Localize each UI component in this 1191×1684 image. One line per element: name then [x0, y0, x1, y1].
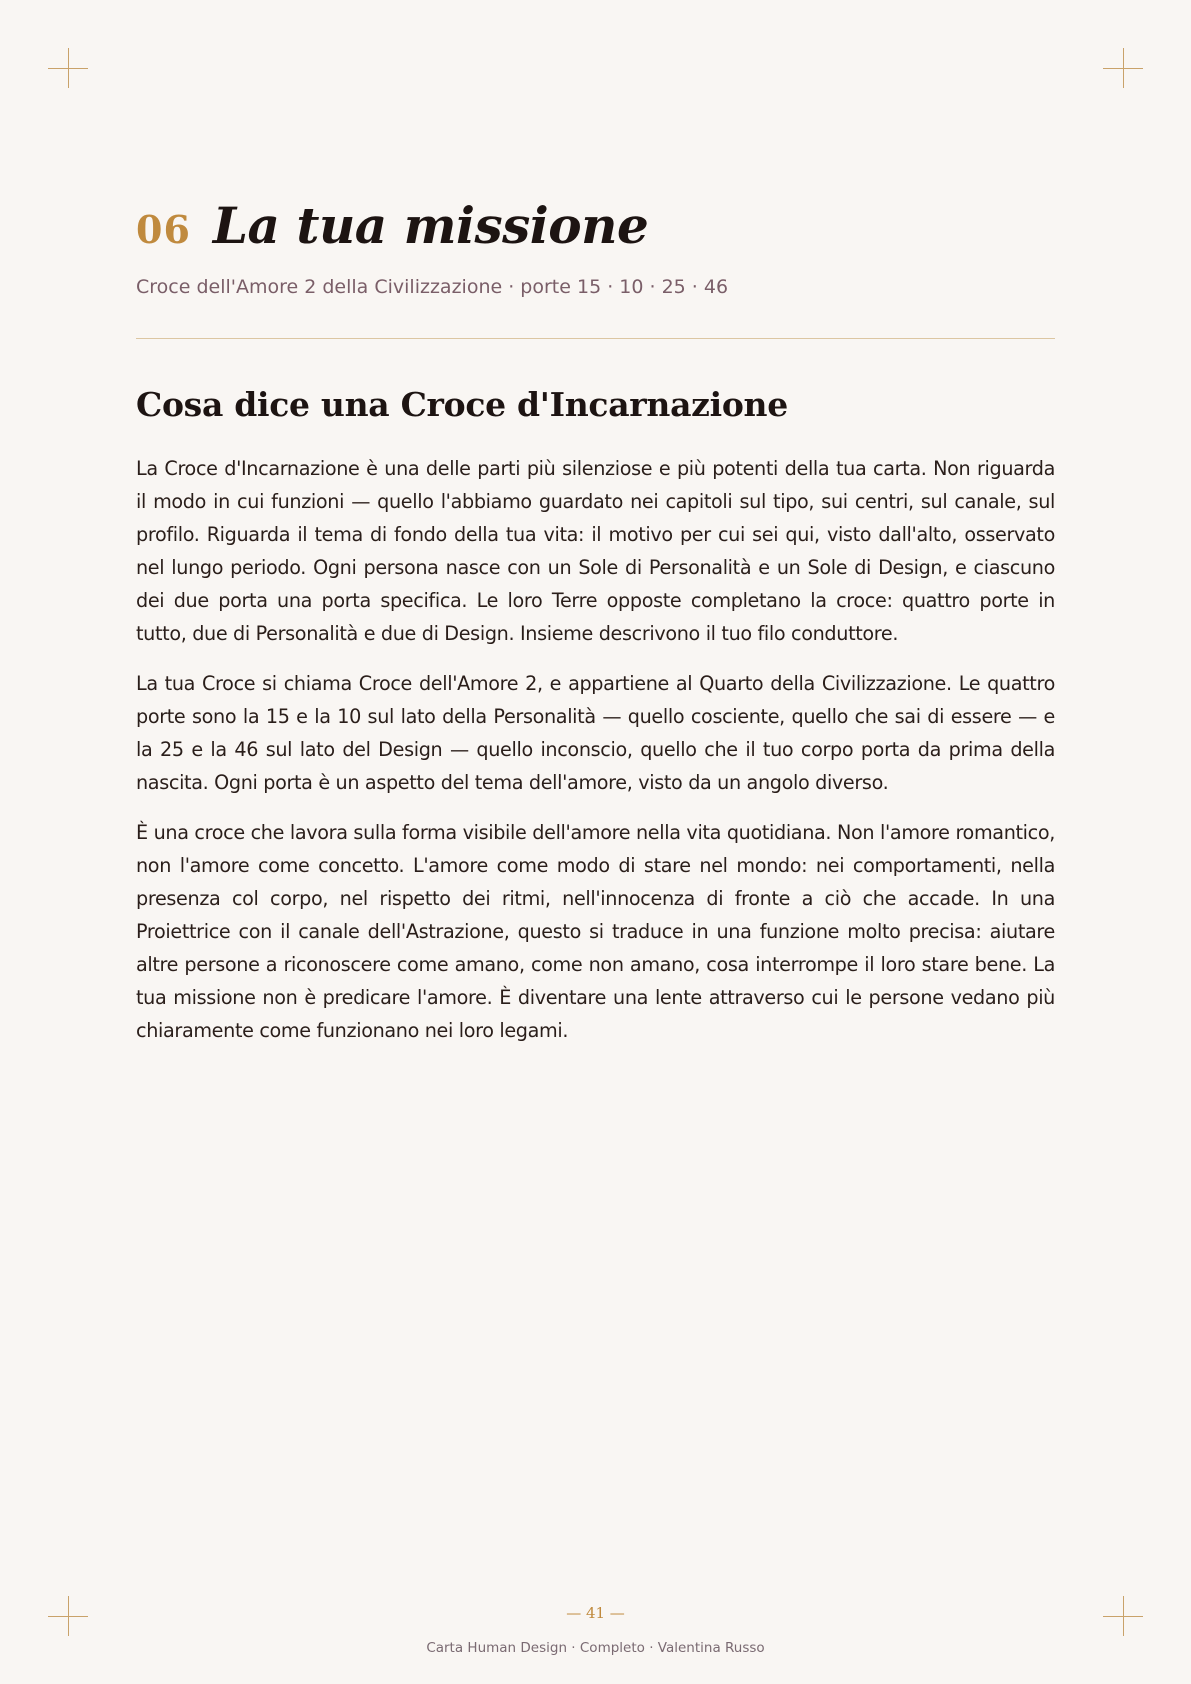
crop-mark-top-right [1103, 48, 1143, 88]
chapter-title: La tua missione [212, 196, 649, 255]
page-number: — 41 — [566, 1604, 625, 1622]
crop-mark-top-left [48, 48, 88, 88]
section-title: Cosa dice una Croce d'Incarnazione [136, 385, 788, 424]
chapter-number: 06 [136, 207, 191, 252]
chapter-subtitle: Croce dell'Amore 2 della Civilizzazione · porte 15 · 10 · 25 · 46 [136, 276, 729, 298]
page-content [136, 196, 1055, 1064]
paragraph-3: È una croce che lavora sulla forma visibile dell'amore nella vita quotidiana. Non l'amore romantico, non l'amore come concetto. L'amore come modo di stare nel mondo: nei comportamenti, nella presenza col corpo, nel rispetto dei ritmi, nell'innocenza di fronte a ciò che accade. In una Proiettrice con il canale dell'Astrazione, questo si traduce in una funzione molto precisa: aiutare altre persone a riconoscere come amano, come non amano, cosa interrompe il loro stare bene. La tua missione non è predicare l'amore. È diventare una lente attraverso cui le persone vedano più chiaramente come funzionano nei loro legami. [136, 821, 1055, 1042]
divider [136, 338, 1055, 339]
footer-meta: Carta Human Design · Completo · Valentina Russo [426, 1640, 765, 1656]
chapter-heading [136, 196, 1055, 276]
paragraph-2: La tua Croce si chiama Croce dell'Amore 2, e appartiene al Quarto della Civilizzazione. Le quattro porte sono la 15 e la 10 sul lato della Personalità — quello cosciente, quello che sai di essere — e la 25 e la 46 sul lato del Design — quello inconscio, quello che il tuo corpo porta da prima della nascita. Ogni porta è un aspetto del tema dell'amore, visto da un angolo diverso. [136, 672, 1055, 794]
paragraph-1: La Croce d'Incarnazione è una delle parti più silenziose e più potenti della tua carta. Non riguarda il modo in cui funzioni — quello l'abbiamo guardato nei capitoli sul tipo, sui centri, sul canale, sul profilo. Riguarda il tema di fondo della tua vita: il motivo per cui sei qui, visto dall'alto, osservato nel lungo periodo. Ogni persona nasce con un Sole di Personalità e un Sole di Design, e ciascuno dei due porta una porta specifica. Le loro Terre opposte completano la croce: quattro porte in tutto, due di Personalità e due di Design. Insieme descrivono il tuo filo conduttore. [136, 457, 1055, 645]
